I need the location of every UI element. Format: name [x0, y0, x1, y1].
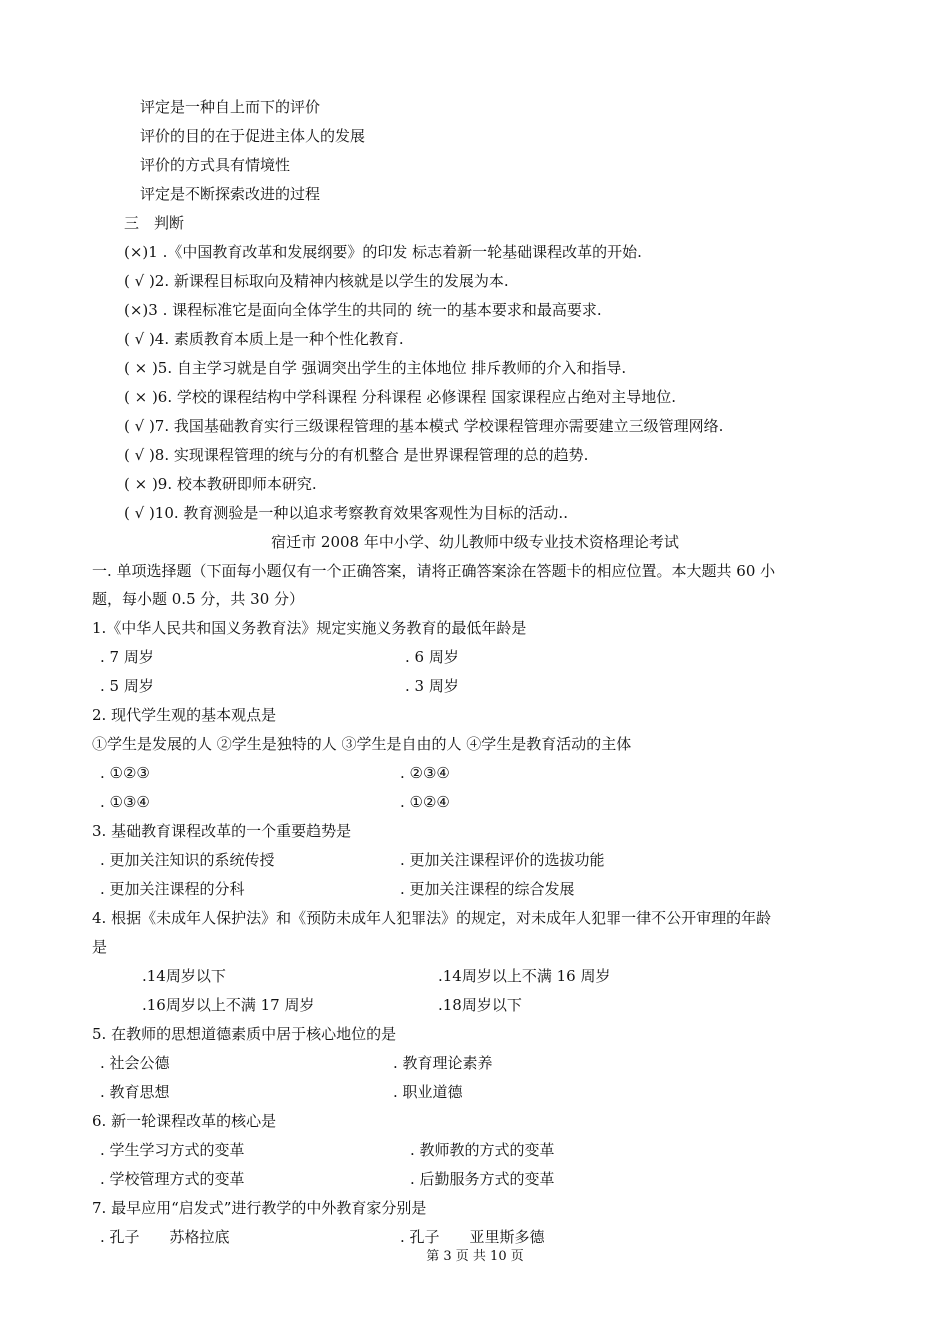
- option-a: . ①②③: [100, 764, 150, 782]
- option-a: . 孔子 苏格拉底: [100, 1228, 230, 1246]
- question-stem: 5. 在教师的思想道德素质中居于核心地位的是: [92, 1025, 397, 1043]
- option-b: . 孔子 亚里斯多德: [400, 1228, 545, 1246]
- question-stem: 4. 根据《未成年人保护法》和《预防未成年人犯罪法》的规定，对未成年人犯罪一律不公开审理的年龄: [92, 909, 772, 927]
- option-a: . 学生学习方式的变革: [100, 1141, 245, 1159]
- eval-option: 评价的方式具有情境性: [140, 156, 291, 174]
- option-d: . 后勤服务方式的变革: [410, 1170, 555, 1188]
- option-b: .14周岁以上不满 16 周岁: [438, 967, 611, 985]
- option-b: . 更加关注课程评价的选拔功能: [400, 851, 605, 869]
- page-footer: 第 3 页 共 10 页: [426, 1249, 524, 1264]
- judge-item: ( × )6. 学校的课程结构中学科课程 分科课程 必修课程 国家课程应占绝对主导地位.: [124, 388, 676, 406]
- option-c: . 5 周岁: [100, 677, 154, 695]
- question-stem: 2. 现代学生观的基本观点是: [92, 706, 277, 724]
- judge-item: ( √ )2. 新课程目标取向及精神内核就是以学生的发展为本.: [124, 272, 509, 290]
- judge-item: ( × )5. 自主学习就是自学 强调突出学生的主体地位 排斥教师的介入和指导.: [124, 359, 627, 377]
- option-c: . ①③④: [100, 793, 150, 811]
- question-sub-items: ①学生是发展的人 ②学生是独特的人 ③学生是自由的人 ④学生是教育活动的主体: [92, 735, 632, 753]
- option-d: . ①②④: [400, 793, 450, 811]
- question-stem: 6. 新一轮课程改革的核心是: [92, 1112, 277, 1130]
- eval-option: 评定是不断探索改进的过程: [140, 185, 321, 203]
- option-b: . ②③④: [400, 764, 450, 782]
- judge-item: ( × )9. 校本教研即师本研究.: [124, 475, 317, 493]
- eval-option: 评定是一种自上而下的评价: [140, 98, 321, 116]
- judge-item: ( √ )4. 素质教育本质上是一种个性化教育.: [124, 330, 404, 348]
- option-b: . 教育理论素养: [393, 1054, 493, 1072]
- judge-item: (×)3 . 课程标准它是面向全体学生的共同的 统一的基本要求和最高要求.: [124, 301, 602, 319]
- judge-item: ( √ )8. 实现课程管理的统与分的有机整合 是世界课程管理的总的趋势.: [124, 446, 589, 464]
- option-d: . 职业道德: [393, 1083, 463, 1101]
- option-c: .16周岁以上不满 17 周岁: [142, 996, 315, 1014]
- option-c: . 教育思想: [100, 1083, 170, 1101]
- option-c: . 学校管理方式的变革: [100, 1170, 245, 1188]
- section-title-judge: 三 判断: [124, 214, 185, 232]
- option-b: . 6 周岁: [405, 648, 459, 666]
- section-header: 题，每小题 0.5 分，共 30 分）: [92, 590, 305, 608]
- exam-title: 宿迁市 2008 年中小学、幼儿教师中级专业技术资格理论考试: [271, 533, 679, 551]
- eval-option: 评价的目的在于促进主体人的发展: [140, 127, 366, 145]
- question-stem-continued: 是: [92, 938, 108, 956]
- option-d: .18周岁以下: [438, 996, 522, 1014]
- option-a: . 更加关注知识的系统传授: [100, 851, 275, 869]
- option-a: . 社会公德: [100, 1054, 170, 1072]
- section-header: 一. 单项选择题（下面每小题仅有一个正确答案，请将正确答案涂在答题卡的相应位置。本大题共 60 小: [92, 562, 776, 580]
- judge-item: ( √ )10. 教育测验是一种以追求考察教育效果客观性为目标的活动..: [124, 504, 568, 522]
- option-a: . 7 周岁: [100, 648, 154, 666]
- question-stem: 7. 最早应用“启发式”进行教学的中外教育家分别是: [92, 1199, 427, 1217]
- option-c: . 更加关注课程的分科: [100, 880, 245, 898]
- option-b: . 教师教的方式的变革: [410, 1141, 555, 1159]
- judge-item: ( √ )7. 我国基础教育实行三级课程管理的基本模式 学校课程管理亦需要建立三级管理网络.: [124, 417, 724, 435]
- option-a: .14周岁以下: [142, 967, 226, 985]
- question-stem: 3. 基础教育课程改革的一个重要趋势是: [92, 822, 352, 840]
- question-stem: 1.《中华人民共和国义务教育法》规定实施义务教育的最低年龄是: [92, 619, 527, 637]
- option-d: . 更加关注课程的综合发展: [400, 880, 575, 898]
- option-d: . 3 周岁: [405, 677, 459, 695]
- judge-item: (×)1 .《中国教育改革和发展纲要》的印发 标志着新一轮基础课程改革的开始.: [124, 243, 642, 261]
